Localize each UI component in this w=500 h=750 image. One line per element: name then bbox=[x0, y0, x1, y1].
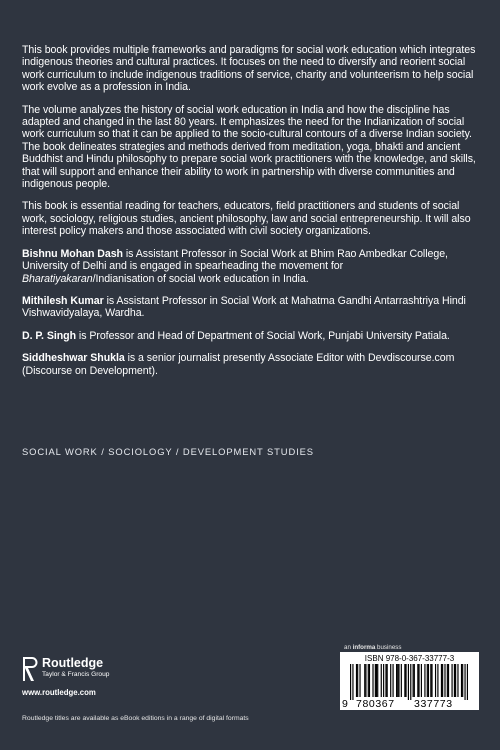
barcode-bar bbox=[467, 664, 468, 700]
barcode-bar bbox=[392, 664, 393, 697]
barcode-bar bbox=[352, 664, 353, 700]
barcode-bar bbox=[435, 664, 436, 697]
author-name: Siddheshwar Shukla bbox=[22, 352, 125, 365]
barcode-bar bbox=[375, 664, 376, 697]
barcode-bar bbox=[457, 664, 458, 697]
barcode-bar bbox=[455, 664, 456, 697]
barcode-bar bbox=[447, 664, 448, 697]
publisher-name: Routledge bbox=[42, 656, 104, 670]
barcode-bar bbox=[350, 664, 351, 700]
barcode-bar bbox=[464, 664, 465, 700]
barcode-bar bbox=[442, 664, 443, 697]
barcode-bar bbox=[410, 664, 411, 700]
subject-categories: SOCIAL WORK / SOCIOLOGY / DEVELOPMENT STUDIES bbox=[22, 446, 314, 457]
barcode-bar bbox=[357, 664, 358, 697]
author-name: D. P. Singh bbox=[22, 329, 76, 342]
barcode-bar bbox=[417, 664, 418, 697]
barcode-bar bbox=[428, 664, 429, 697]
barcode-bar bbox=[413, 664, 414, 697]
isbn-number: ISBN 978-0-367-33777-3 bbox=[364, 654, 455, 663]
barcode-bar bbox=[430, 664, 431, 697]
barcode-bar bbox=[424, 664, 425, 697]
ean-lead-digit: 9 bbox=[342, 698, 349, 710]
barcode-bars bbox=[350, 664, 469, 700]
barcode-bar bbox=[431, 664, 432, 697]
isbn-barcode bbox=[340, 652, 479, 710]
author-bio-kumar: Mithilesh Kumar is Assistant Professor in Social Work at Mahatma Gandhi Antarrashtriya Hindi Vishwavidyalaya, Wardha. bbox=[22, 294, 466, 320]
barcode-bar bbox=[385, 664, 386, 697]
barcode-bar bbox=[364, 664, 365, 697]
barcode-bar bbox=[390, 664, 391, 697]
ean-group-2: 337773 bbox=[414, 698, 453, 710]
publisher-url: www.routledge.com bbox=[22, 688, 96, 697]
barcode-bar bbox=[376, 664, 377, 697]
barcode-bar bbox=[381, 664, 382, 697]
barcode-bar bbox=[396, 664, 397, 697]
author-name: Mithilesh Kumar bbox=[22, 294, 104, 307]
author-bio-shukla: Siddheshwar Shukla is a senior journalist presently Associate Editor with Devdiscourse.com (Discourse on Development). bbox=[22, 352, 455, 377]
blurb-paragraph-1: This book provides multiple frameworks and paradigms for social work education which integrates indigenous theories and cultural practices. It focuses on the need to diversify and reorient social work curriculum to include indigenous traditions of service, charity and volunteerism to help social work evolve as a profession in India. bbox=[22, 44, 476, 94]
ean-group-1: 780367 bbox=[356, 698, 395, 710]
author-bio-dash: Bishnu Mohan Dash is Assistant Professor in Social Work at Bhim Rao Ambedkar College, University of Delhi and is engaged in spearheading the movement for Bharatiyakaran/Indianisation of social work education in India. bbox=[22, 247, 448, 285]
barcode-bar bbox=[404, 664, 405, 697]
barcode-bar bbox=[359, 664, 360, 697]
barcode-bar bbox=[421, 664, 422, 697]
barcode-bar bbox=[418, 664, 419, 697]
barcode-bar bbox=[437, 664, 438, 697]
barcode-bar bbox=[444, 664, 445, 697]
barcode-bar bbox=[397, 664, 398, 697]
barcode-bar bbox=[401, 664, 402, 697]
barcode-bar bbox=[372, 664, 373, 697]
barcode-bar bbox=[427, 664, 428, 697]
ebook-note: Routledge titles are available as eBook editions in a range of digital formats bbox=[22, 715, 249, 722]
barcode-bar bbox=[461, 664, 462, 697]
author-name: Bishnu Mohan Dash bbox=[22, 247, 123, 260]
barcode-bar bbox=[377, 664, 378, 697]
publisher-tagline: Taylor & Francis Group bbox=[42, 671, 110, 678]
barcode-bar bbox=[441, 664, 442, 697]
barcode-bar bbox=[405, 664, 406, 697]
barcode-bar bbox=[451, 664, 452, 697]
back-cover-text bbox=[22, 44, 478, 387]
blurb-paragraph-2: The volume analyzes the history of social work education in India and how the discipline has adapted and changed in the last 80 years. It emphasizes the need for the Indianization of social work curriculum so that it can be applied to the socio-cultural contours of a diverse Indian society. The book delineates strategies and methods derived from meditation, yoga, bhakti and ancient Buddhist and Hindu philosophy to prepare social work practitioners with the knowledge, and skills, that will support and enhance their ability to work in partnership with diverse communities and indigenous people. bbox=[22, 103, 476, 191]
barcode-bar bbox=[414, 664, 415, 697]
barcode-bar bbox=[398, 664, 399, 697]
routledge-r-logo-icon bbox=[22, 655, 38, 683]
blurb-paragraph-3: This book is essential reading for teachers, educators, field practitioners and students of social work, sociology, religious studies, ancient philosophy, law and social entrepreneurship. It will also interest policy makers and those associated with civil society organizations. bbox=[22, 200, 471, 238]
informa-business-label: an informa business bbox=[344, 644, 402, 651]
author-bio-singh: D. P. Singh is Professor and Head of Department of Social Work, Punjabi University Patiala. bbox=[22, 329, 450, 342]
barcode-bar bbox=[408, 664, 409, 700]
barcode-bar bbox=[387, 664, 388, 697]
barcode-bar bbox=[365, 664, 366, 697]
barcode-bar bbox=[383, 664, 384, 697]
barcode-bar bbox=[356, 664, 357, 697]
barcode-bar bbox=[448, 664, 449, 697]
barcode-bar bbox=[462, 664, 463, 697]
barcode-bar bbox=[454, 664, 455, 697]
barcode-bar bbox=[369, 664, 370, 697]
barcode-bar bbox=[368, 664, 369, 697]
